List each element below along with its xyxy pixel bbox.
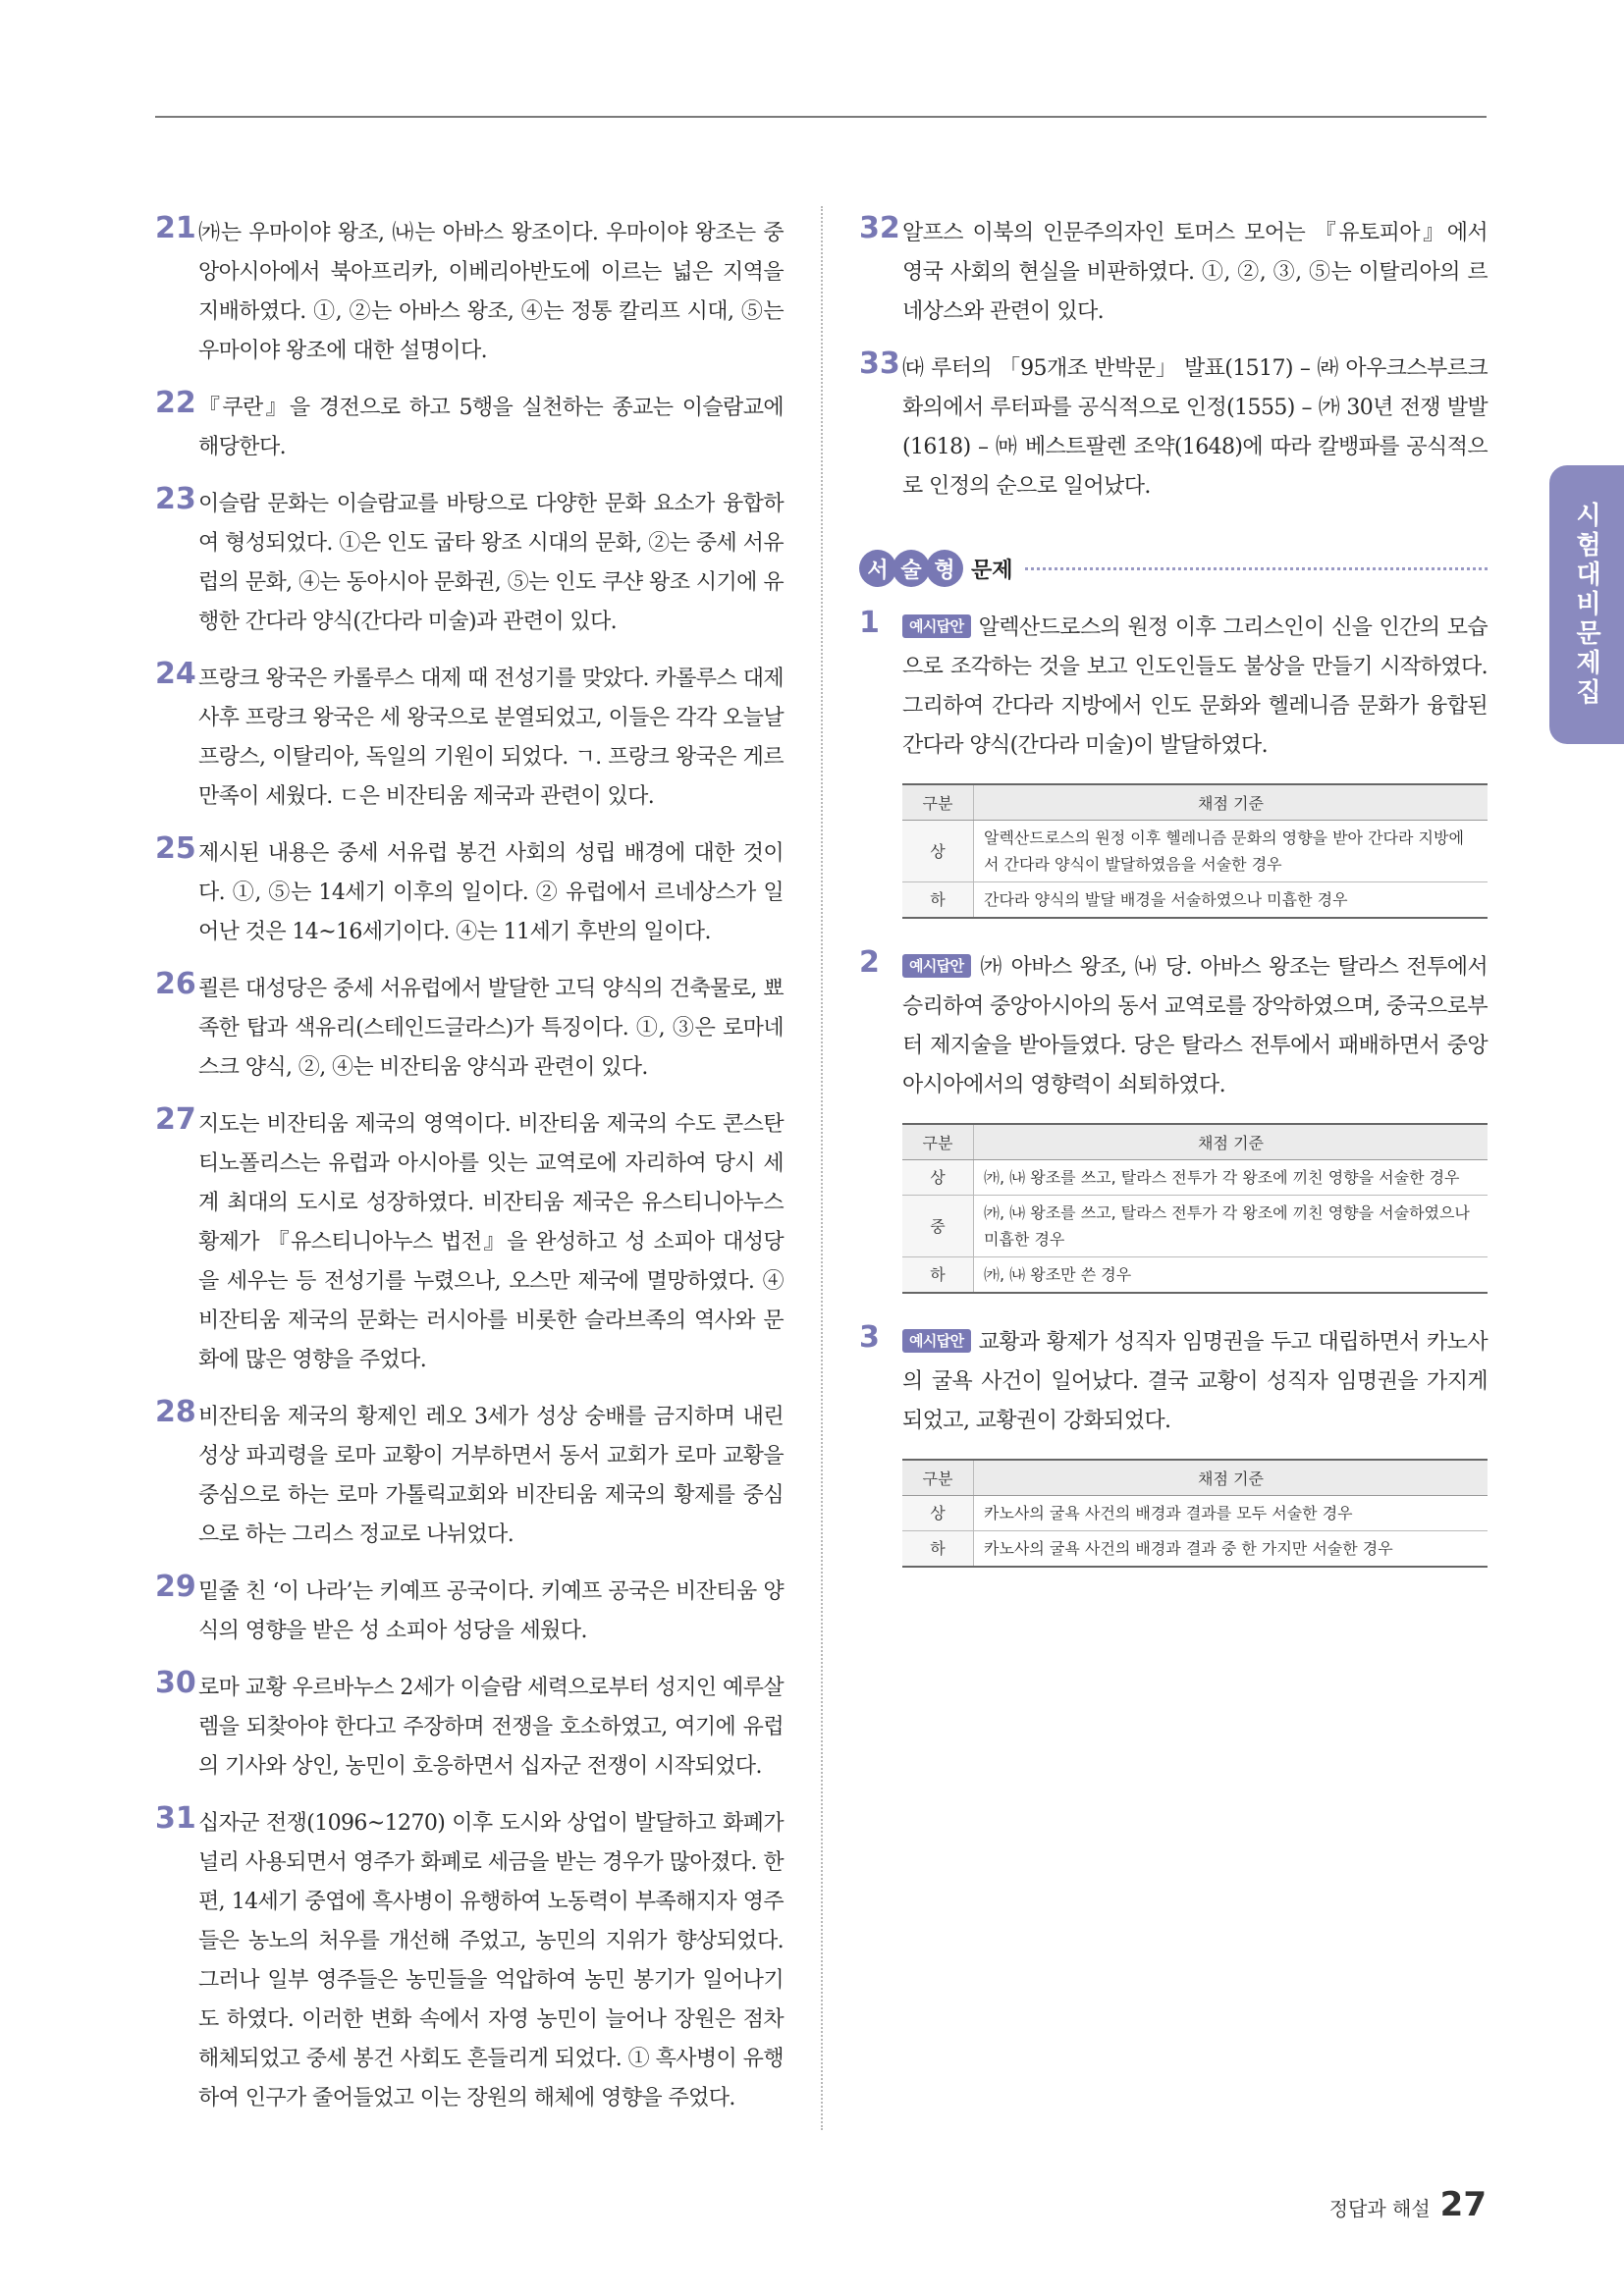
item-number: 33 bbox=[859, 347, 900, 381]
table-header: 구분 bbox=[902, 1460, 974, 1496]
item-number: 24 bbox=[155, 657, 196, 691]
item-number: 30 bbox=[155, 1666, 196, 1700]
grade-criterion: ㈎, ㈏ 왕조를 쓰고, 탈라스 전투가 각 왕조에 끼친 영향을 서술한 경우 bbox=[974, 1160, 1489, 1196]
answer-item bbox=[155, 1801, 784, 2118]
table-header: 구분 bbox=[902, 784, 974, 821]
grade-level: 중 bbox=[902, 1196, 974, 1257]
grade-level: 상 bbox=[902, 1496, 974, 1531]
item-text: 『쿠란』을 경전으로 하고 5행을 실천하는 종교는 이슬람교에 해당한다. bbox=[198, 396, 784, 459]
item-number: 32 bbox=[859, 211, 900, 245]
answer-tag: 예시답안 bbox=[902, 1329, 971, 1353]
item-text bbox=[902, 609, 1488, 766]
item-text: 비잔티움 제국의 황제인 레오 3세가 성상 숭배를 금지하며 내린 성상 파괴령을 로마 교황이 거부하면서 동서 교회가 로마 교황을 중심으로 하는 로마 가톨릭교회와 비잔티움 제국의 황제를 중심으로 하는 그리스 정교로 나뉘었다. bbox=[198, 1405, 784, 1547]
table-header: 채점 기준 bbox=[974, 1124, 1489, 1160]
table-row bbox=[902, 1196, 1488, 1257]
essay-answer: 교황과 황제가 성직자 임명권을 두고 대립하면서 카노사의 굴욕 사건이 일어났다. 결국 교황이 성직자 임명권을 가지게 되었고, 교황권이 강화되었다. bbox=[902, 1330, 1488, 1433]
item-text: 로마 교황 우르바누스 2세가 이슬람 세력으로부터 성지인 예루살렘을 되찾아야 한다고 주장하며 전쟁을 호소하였고, 여기에 유럽의 기사와 상인, 농민이 호응하면서 십자군 전쟁이 시작되었다. bbox=[198, 1676, 784, 1779]
section-header bbox=[859, 550, 1488, 587]
answer-item bbox=[155, 657, 784, 817]
table-row bbox=[902, 1496, 1488, 1531]
answer-item bbox=[859, 211, 1488, 332]
grade-criterion: ㈎, ㈏ 왕조만 쓴 경우 bbox=[974, 1257, 1489, 1294]
essay-item bbox=[859, 945, 1488, 1294]
grade-criterion: 카노사의 굴욕 사건의 배경과 결과를 모두 서술한 경우 bbox=[974, 1496, 1489, 1531]
answer-item bbox=[155, 386, 784, 467]
item-text bbox=[902, 948, 1488, 1105]
answer-item bbox=[155, 1102, 784, 1380]
item-number: 1 bbox=[859, 606, 880, 640]
footer-label: 정답과 해설 bbox=[1328, 2197, 1431, 2220]
grade-level: 하 bbox=[902, 1257, 974, 1294]
item-text: 제시된 내용은 중세 서유럽 봉건 사회의 성립 배경에 대한 것이다. ①, ⑤는 14세기 이후의 일이다. ② 유럽에서 르네상스가 일어난 것은 14~16세기이다. ④는 11세기 후반의 일이다. bbox=[198, 841, 784, 944]
badge-char: 형 bbox=[926, 550, 963, 587]
side-tab-label: 시험대비문제집 bbox=[1571, 502, 1601, 708]
answer-item bbox=[155, 1666, 784, 1787]
grade-criterion: ㈎, ㈏ 왕조를 쓰고, 탈라스 전투가 각 왕조에 끼친 영향을 서술하였으나 미흡한 경우 bbox=[974, 1196, 1489, 1257]
table-row bbox=[902, 1257, 1488, 1294]
essay-item bbox=[859, 606, 1488, 919]
item-text: 프랑크 왕국은 카롤루스 대제 때 전성기를 맞았다. 카롤루스 대제 사후 프랑크 왕국은 세 왕국으로 분열되었고, 이들은 각각 오늘날 프랑스, 이탈리아, 독일의 기원이 되었다. ㄱ. 프랑크 왕국은 게르만족이 세웠다. ㄷ은 비잔티움 제국과 관련이 있다. bbox=[198, 667, 784, 809]
item-text: 쾰른 대성당은 중세 서유럽에서 발달한 고딕 양식의 건축물로, 뾰족한 탑과 색유리(스테인드글라스)가 특징이다. ①, ③은 로마네스크 양식, ②, ④는 비잔티움 양식과 관련이 있다. bbox=[198, 977, 784, 1080]
item-number: 21 bbox=[155, 211, 196, 245]
item-number: 22 bbox=[155, 386, 196, 420]
item-number: 26 bbox=[155, 967, 196, 1001]
table-row bbox=[902, 821, 1488, 882]
item-text: 지도는 비잔티움 제국의 영역이다. 비잔티움 제국의 수도 콘스탄티노폴리스는 유럽과 아시아를 잇는 교역로에 자리하여 당시 세계 최대의 도시로 성장하였다. 비잔티움 제국은 유스티니아누스 황제가 『유스티니아누스 법전』을 완성하고 성 소피아 대성당을 세우는 등 전성기를 누렸으나, 오스만 제국에 멸망하였다. ④ 비잔티움 제국의 문화는 러시아를 비롯한 슬라브족의 역사와 문화에 많은 영향을 주었다. bbox=[198, 1112, 784, 1372]
item-number: 23 bbox=[155, 482, 196, 516]
grade-level: 하 bbox=[902, 882, 974, 919]
page-number: 27 bbox=[1439, 2185, 1487, 2224]
table-row bbox=[902, 1160, 1488, 1196]
table-row bbox=[902, 882, 1488, 919]
essay-item bbox=[859, 1320, 1488, 1568]
item-number: 25 bbox=[155, 831, 196, 866]
table-header: 채점 기준 bbox=[974, 1460, 1489, 1496]
table-header: 채점 기준 bbox=[974, 784, 1489, 821]
grade-level: 하 bbox=[902, 1531, 974, 1568]
table-row bbox=[902, 1531, 1488, 1568]
section-badge bbox=[859, 550, 959, 587]
item-text: ㈎는 우마이야 왕조, ㈏는 아바스 왕조이다. 우마이야 왕조는 중앙아시아에서 북아프리카, 이베리아반도에 이르는 넓은 지역을 지배하였다. ①, ②는 아바스 왕조, ④는 정통 칼리프 시대, ⑤는 우마이야 왕조에 대한 설명이다. bbox=[198, 221, 784, 363]
item-number: 2 bbox=[859, 945, 880, 980]
grade-criterion: 카노사의 굴욕 사건의 배경과 결과 중 한 가지만 서술한 경우 bbox=[974, 1531, 1489, 1568]
right-column bbox=[859, 211, 1488, 1597]
item-text: ㈐ 루터의 「95개조 반박문」 발표(1517) – ㈑ 아우크스부르크 화의에서 루터파를 공식적으로 인정(1555) – ㈎ 30년 전쟁 발발(1618) – ㈒ 베스트팔렌 조약(1648)에 따라 칼뱅파를 공식적으로 인정의 순으로 일어났다. bbox=[902, 356, 1488, 499]
page-footer bbox=[1329, 2185, 1487, 2224]
answer-item bbox=[155, 967, 784, 1088]
answer-item bbox=[155, 1395, 784, 1555]
grading-table bbox=[902, 783, 1488, 919]
grade-level: 상 bbox=[902, 1160, 974, 1196]
answer-tag: 예시답안 bbox=[902, 954, 971, 978]
item-text: 십자군 전쟁(1096~1270) 이후 도시와 상업이 발달하고 화폐가 널리 사용되면서 영주가 화폐로 세금을 받는 경우가 많아졌다. 한편, 14세기 중엽에 흑사병이 유행하여 노동력이 부족해지자 영주들은 농노의 처우를 개선해 주었고, 농민의 지위가 향상되었다. 그러나 일부 영주들은 농민들을 억압하여 농민 봉기가 일어나기도 하였다. 이러한 변화 속에서 자영 농민이 늘어나 장원은 점차 해체되었고 중세 봉건 사회도 흔들리게 되었다. ① 흑사병이 유행하여 인구가 줄어들었고 이는 장원의 해체에 영향을 주었다. bbox=[198, 1811, 784, 2110]
grade-criterion: 간다라 양식의 발달 배경을 서술하였으나 미흡한 경우 bbox=[974, 882, 1489, 919]
top-rule bbox=[155, 116, 1487, 118]
answer-tag: 예시답안 bbox=[902, 614, 971, 638]
dotted-rule bbox=[1025, 566, 1488, 570]
answer-item bbox=[155, 831, 784, 952]
grade-level: 상 bbox=[902, 821, 974, 882]
answer-item bbox=[155, 482, 784, 642]
chapter-side-tab bbox=[1549, 465, 1624, 744]
item-number: 3 bbox=[859, 1320, 880, 1355]
grade-criterion: 알렉산드로스의 원정 이후 헬레니즘 문화의 영향을 받아 간다라 지방에서 간다라 양식이 발달하였음을 서술한 경우 bbox=[974, 821, 1489, 882]
left-column bbox=[155, 211, 784, 2136]
item-number: 29 bbox=[155, 1570, 196, 1604]
answer-item bbox=[155, 1570, 784, 1651]
section-title: 문제 bbox=[971, 558, 1013, 583]
item-number: 27 bbox=[155, 1102, 196, 1137]
item-number: 31 bbox=[155, 1801, 196, 1836]
item-text bbox=[902, 1323, 1488, 1441]
answer-item bbox=[859, 349, 1488, 507]
essay-answer: ㈎ 아바스 왕조, ㈏ 당. 아바스 왕조는 탈라스 전투에서 승리하여 중앙아시아의 동서 교역로를 장악하였으며, 중국으로부터 제지술을 받아들였다. 당은 탈라스 전투에서 패배하면서 중앙아시아에서의 영향력이 쇠퇴하였다. bbox=[902, 955, 1488, 1097]
essay-answer: 알렉산드로스의 원정 이후 그리스인이 신을 인간의 모습으로 조각하는 것을 보고 인도인들도 불상을 만들기 시작하였다. 그리하여 간다라 지방에서 인도 문화와 헬레니즘 문화가 융합된 간다라 양식(간다라 미술)이 발달하였다. bbox=[902, 615, 1488, 758]
grading-table bbox=[902, 1459, 1488, 1568]
item-text: 이슬람 문화는 이슬람교를 바탕으로 다양한 문화 요소가 융합하여 형성되었다. ①은 인도 굽타 왕조 시대의 문화, ②는 중세 서유럽의 문화, ④는 동아시아 문화권, ⑤는 인도 쿠샨 왕조 시기에 유행한 간다라 양식(간다라 미술)과 관련이 있다. bbox=[198, 492, 784, 634]
item-number: 28 bbox=[155, 1395, 196, 1429]
badge-char: 술 bbox=[893, 550, 930, 587]
column-divider bbox=[821, 206, 823, 2130]
badge-char: 서 bbox=[859, 550, 896, 587]
answer-item bbox=[155, 211, 784, 371]
item-text: 밑줄 친 ‘이 나라’는 키예프 공국이다. 키예프 공국은 비잔티움 양식의 영향을 받은 성 소피아 성당을 세웠다. bbox=[198, 1579, 784, 1643]
table-header: 구분 bbox=[902, 1124, 974, 1160]
item-text: 알프스 이북의 인문주의자인 토머스 모어는 『유토피아』에서 영국 사회의 현실을 비판하였다. ①, ②, ③, ⑤는 이탈리아의 르네상스와 관련이 있다. bbox=[902, 221, 1488, 324]
grading-table bbox=[902, 1123, 1488, 1294]
